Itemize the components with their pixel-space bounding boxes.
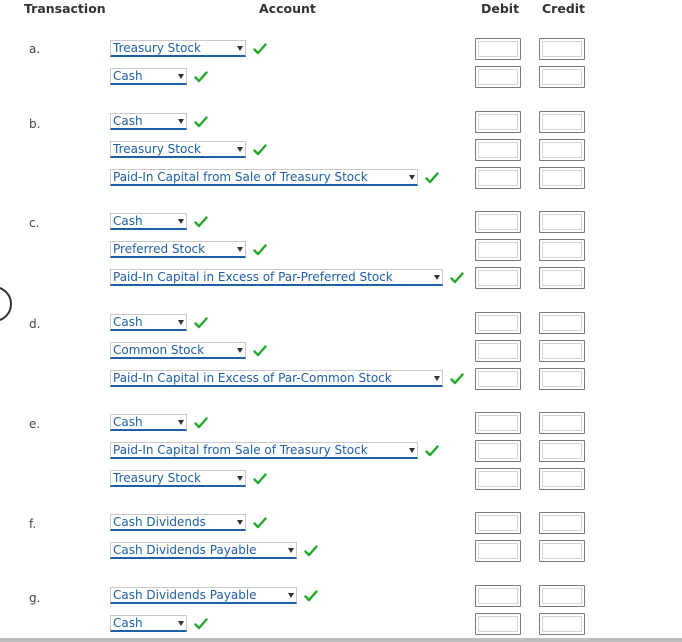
debit-input[interactable] xyxy=(475,139,521,161)
debit-input[interactable] xyxy=(475,239,521,261)
account-header: Account xyxy=(259,1,316,16)
account-dropdown[interactable] xyxy=(110,442,418,459)
check-icon xyxy=(194,114,208,128)
chevron-down-icon xyxy=(409,448,415,453)
chevron-down-icon xyxy=(237,476,243,481)
account-dropdown-value: Cash xyxy=(113,114,143,128)
account-dropdown-value: Paid-In Capital in Excess of Par-Common Stock xyxy=(113,371,392,385)
check-icon xyxy=(253,471,267,485)
account-dropdown-value: Paid-In Capital from Sale of Treasury Stock xyxy=(113,170,368,184)
chevron-down-icon xyxy=(178,621,184,626)
credit-input[interactable] xyxy=(539,440,585,462)
check-icon xyxy=(194,214,208,228)
debit-input[interactable] xyxy=(475,267,521,289)
chevron-down-icon xyxy=(434,275,440,280)
debit-input[interactable] xyxy=(475,66,521,88)
debit-input[interactable] xyxy=(475,412,521,434)
chevron-down-icon xyxy=(178,219,184,224)
account-dropdown[interactable] xyxy=(110,470,246,487)
check-icon xyxy=(253,515,267,529)
check-icon xyxy=(194,69,208,83)
chevron-down-icon xyxy=(237,46,243,51)
account-dropdown-value: Cash Dividends Payable xyxy=(113,543,257,557)
credit-input[interactable] xyxy=(539,340,585,362)
check-icon xyxy=(425,170,439,184)
debit-input[interactable] xyxy=(475,111,521,133)
credit-input[interactable] xyxy=(539,139,585,161)
check-icon xyxy=(194,415,208,429)
account-dropdown-value: Paid-In Capital from Sale of Treasury Stock xyxy=(113,443,368,457)
debit-input[interactable] xyxy=(475,38,521,60)
credit-input[interactable] xyxy=(539,368,585,390)
credit-input[interactable] xyxy=(539,412,585,434)
transaction-header: Transaction xyxy=(24,1,106,16)
account-dropdown-value: Preferred Stock xyxy=(113,242,206,256)
chevron-down-icon xyxy=(178,74,184,79)
account-dropdown-value: Cash Dividends xyxy=(113,515,206,529)
account-dropdown[interactable] xyxy=(110,68,187,85)
check-icon xyxy=(253,41,267,55)
transaction-label: g. xyxy=(29,591,41,605)
chevron-down-icon xyxy=(237,348,243,353)
bottom-divider xyxy=(0,638,682,642)
transaction-label: f. xyxy=(29,517,37,531)
transaction-label: e. xyxy=(29,417,41,431)
check-icon xyxy=(304,588,318,602)
account-dropdown[interactable] xyxy=(110,542,297,559)
account-dropdown-value: Common Stock xyxy=(113,343,205,357)
account-dropdown[interactable] xyxy=(110,314,187,331)
account-dropdown[interactable] xyxy=(110,514,246,531)
account-dropdown[interactable] xyxy=(110,615,187,632)
account-dropdown[interactable] xyxy=(110,169,418,186)
check-icon xyxy=(450,371,464,385)
debit-input[interactable] xyxy=(475,540,521,562)
credit-input[interactable] xyxy=(539,468,585,490)
debit-input[interactable] xyxy=(475,512,521,534)
account-dropdown[interactable] xyxy=(110,40,246,57)
account-dropdown[interactable] xyxy=(110,370,443,387)
credit-input[interactable] xyxy=(539,613,585,635)
check-icon xyxy=(194,315,208,329)
check-icon xyxy=(450,270,464,284)
debit-header: Debit xyxy=(481,1,520,16)
chevron-down-icon xyxy=(178,420,184,425)
account-dropdown-value: Cash Dividends Payable xyxy=(113,588,257,602)
account-dropdown[interactable] xyxy=(110,269,443,286)
debit-input[interactable] xyxy=(475,312,521,334)
credit-input[interactable] xyxy=(539,66,585,88)
account-dropdown-value: Paid-In Capital in Excess of Par-Preferred Stock xyxy=(113,270,393,284)
credit-input[interactable] xyxy=(539,585,585,607)
account-dropdown[interactable] xyxy=(110,241,246,258)
chevron-down-icon xyxy=(237,247,243,252)
check-icon xyxy=(194,616,208,630)
debit-input[interactable] xyxy=(475,440,521,462)
credit-input[interactable] xyxy=(539,211,585,233)
debit-input[interactable] xyxy=(475,340,521,362)
debit-input[interactable] xyxy=(475,167,521,189)
debit-input[interactable] xyxy=(475,368,521,390)
chevron-down-icon xyxy=(409,175,415,180)
debit-input[interactable] xyxy=(475,211,521,233)
account-dropdown[interactable] xyxy=(110,587,297,604)
credit-header: Credit xyxy=(542,1,586,16)
account-dropdown-value: Treasury Stock xyxy=(113,471,201,485)
account-dropdown-value: Cash xyxy=(113,214,143,228)
check-icon xyxy=(253,242,267,256)
check-icon xyxy=(425,443,439,457)
account-dropdown-value: Treasury Stock xyxy=(113,41,201,55)
chevron-down-icon xyxy=(178,320,184,325)
account-dropdown[interactable] xyxy=(110,342,246,359)
chevron-down-icon xyxy=(434,376,440,381)
account-dropdown[interactable] xyxy=(110,414,187,431)
debit-input[interactable] xyxy=(475,468,521,490)
chevron-down-icon xyxy=(237,520,243,525)
chevron-down-icon xyxy=(178,119,184,124)
credit-input[interactable] xyxy=(539,111,585,133)
chevron-down-icon xyxy=(288,548,294,553)
transaction-label: a. xyxy=(29,42,41,56)
chevron-down-icon xyxy=(288,593,294,598)
chevron-down-icon xyxy=(237,147,243,152)
account-dropdown[interactable] xyxy=(110,141,246,158)
check-icon xyxy=(304,543,318,557)
check-icon xyxy=(253,142,267,156)
credit-input[interactable] xyxy=(539,38,585,60)
side-circle xyxy=(0,286,12,322)
account-dropdown-value: Cash xyxy=(113,69,143,83)
transaction-label: b. xyxy=(29,117,41,131)
account-dropdown-value: Cash xyxy=(113,415,143,429)
credit-input[interactable] xyxy=(539,267,585,289)
transaction-label: d. xyxy=(29,317,41,331)
check-icon xyxy=(253,343,267,357)
account-dropdown[interactable] xyxy=(110,113,187,130)
credit-input[interactable] xyxy=(539,540,585,562)
debit-input[interactable] xyxy=(475,585,521,607)
account-dropdown-value: Cash xyxy=(113,315,143,329)
debit-input[interactable] xyxy=(475,613,521,635)
credit-input[interactable] xyxy=(539,512,585,534)
credit-input[interactable] xyxy=(539,167,585,189)
transaction-label: c. xyxy=(29,216,40,230)
credit-input[interactable] xyxy=(539,312,585,334)
account-dropdown-value: Treasury Stock xyxy=(113,142,201,156)
account-dropdown-value: Cash xyxy=(113,616,143,630)
account-dropdown[interactable] xyxy=(110,213,187,230)
credit-input[interactable] xyxy=(539,239,585,261)
